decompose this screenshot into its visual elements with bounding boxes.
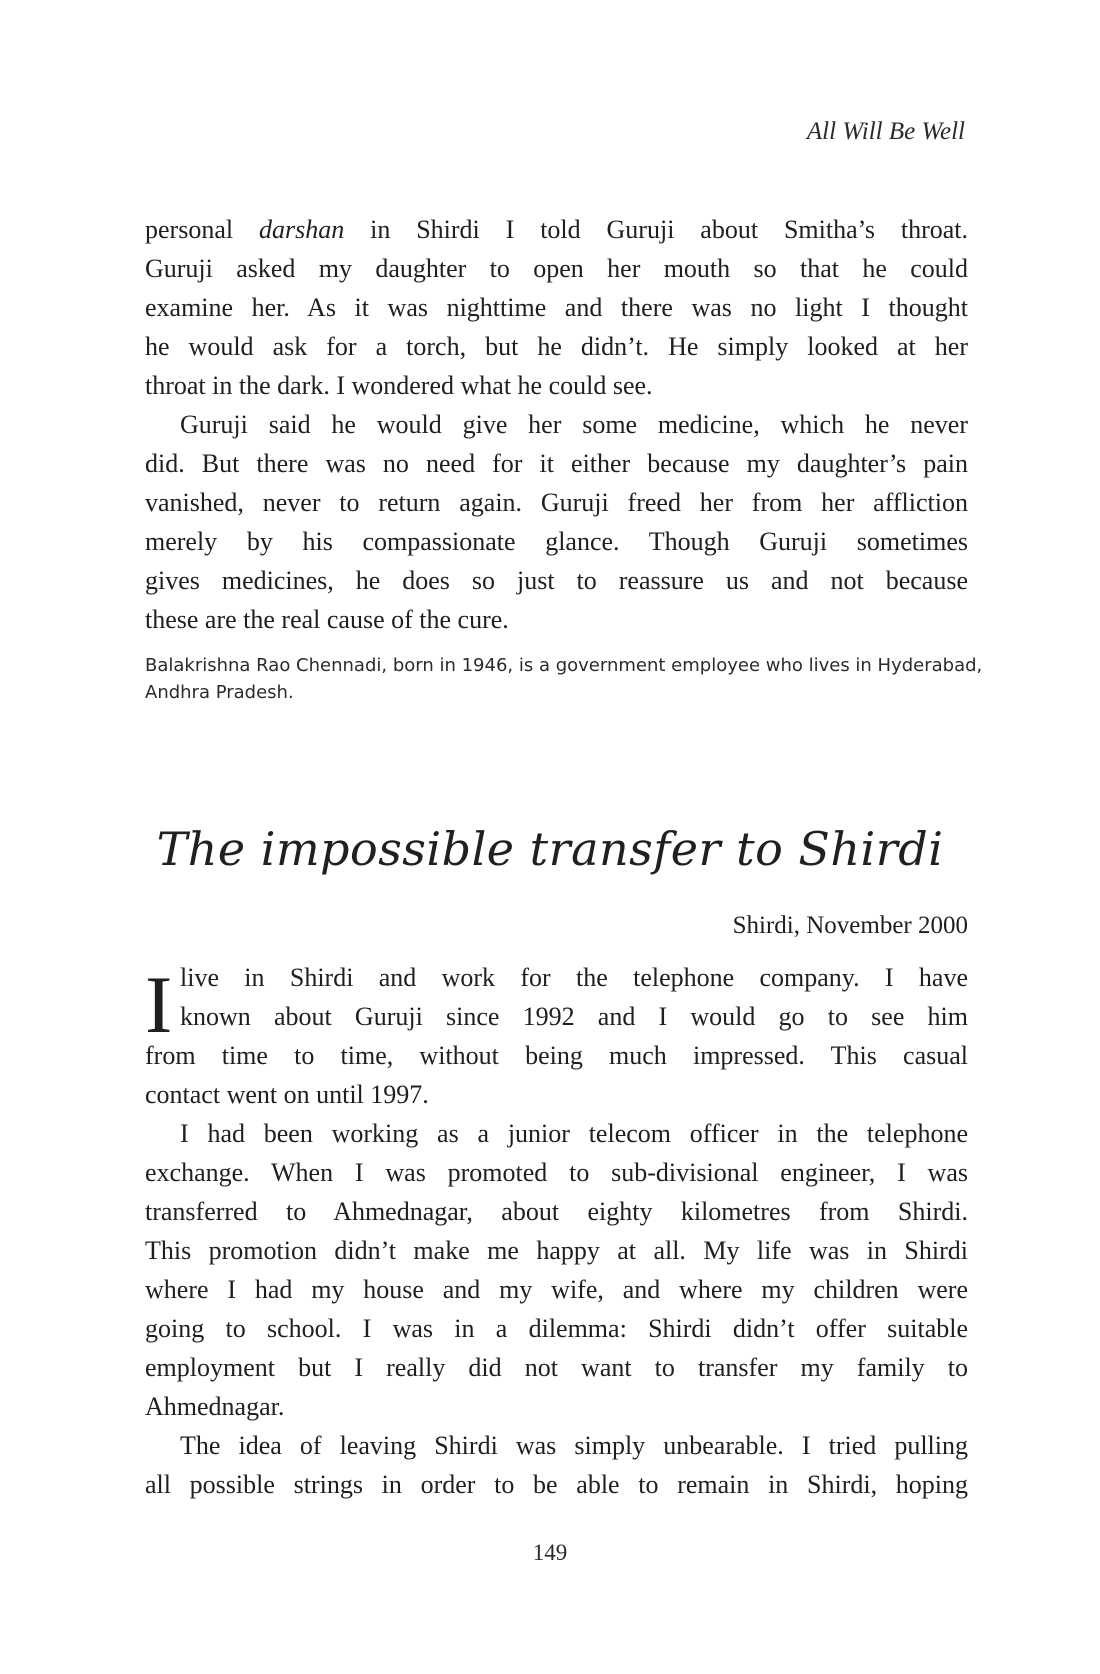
chapter-title: The impossible transfer to Shirdi bbox=[156, 822, 944, 876]
paragraph-line: I had been working as a junior telecom officer in the telephone bbox=[180, 1119, 968, 1148]
paragraph-line: The idea of leaving Shirdi was simply unbearable. I tried pulling bbox=[180, 1431, 968, 1460]
paragraph-darshan bbox=[145, 210, 968, 405]
paragraph-line: contact went on until 1997. bbox=[145, 1080, 429, 1109]
paragraph-line: transferred to Ahmednagar, about eighty kilometres from Shirdi. bbox=[145, 1197, 968, 1226]
paragraph-line: This promotion didn’t make me happy at all. My life was in Shirdi bbox=[145, 1236, 968, 1265]
paragraph-line: from time to time, without being much impressed. This casual bbox=[145, 1041, 968, 1070]
page-number: 149 bbox=[532, 1540, 568, 1565]
paragraph-line: gives medicines, he does so just to reassure us and not because bbox=[145, 566, 968, 595]
paragraph-line: examine her. As it was nighttime and there was no light I thought bbox=[145, 293, 968, 322]
paragraph-line: he would ask for a torch, but he didn’t. He simply looked at her bbox=[145, 332, 968, 361]
drop-cap: I bbox=[145, 959, 173, 1050]
paragraph-line: known about Guruji since 1992 and I would go to see him bbox=[180, 1002, 968, 1031]
bio-line: Balakrishna Rao Chennadi, born in 1946, is a government employee who lives in Hyderabad, bbox=[145, 655, 983, 676]
paragraph-line: where I had my house and my wife, and where my children were bbox=[145, 1275, 968, 1304]
paragraph-medicine bbox=[145, 405, 968, 639]
italic-term: darshan bbox=[258, 215, 345, 244]
paragraph-line: these are the real cause of the cure. bbox=[145, 605, 509, 634]
paragraph-line: going to school. I was in a dilemma: Shirdi didn’t offer suitable bbox=[145, 1314, 968, 1343]
paragraph-line: Guruji asked my daughter to open her mouth so that he could bbox=[145, 254, 968, 283]
paragraph-dropcap-lines bbox=[180, 958, 968, 1036]
paragraph-line: exchange. When I was promoted to sub-divisional engineer, I was bbox=[145, 1158, 968, 1187]
paragraph-line: throat in the dark. I wondered what he could see. bbox=[145, 371, 653, 400]
paragraph-leaving-shirdi bbox=[145, 1426, 968, 1504]
paragraph-line: all possible strings in order to be able to remain in Shirdi, hoping bbox=[145, 1470, 968, 1499]
paragraph-line: employment but I really did not want to transfer my family to bbox=[145, 1353, 968, 1382]
paragraph-line: Ahmednagar. bbox=[145, 1392, 285, 1421]
paragraph-line: merely by his compassionate glance. Though Guruji sometimes bbox=[145, 527, 968, 556]
author-bio-note bbox=[145, 652, 983, 706]
paragraph-line: did. But there was no need for it either because my daughter’s pain bbox=[145, 449, 968, 478]
paragraph-line: live in Shirdi and work for the telephone company. I have bbox=[180, 963, 968, 992]
paragraph-line: Guruji said he would give her some medicine, which he never bbox=[180, 410, 968, 439]
paragraph-line: personal darshan in Shirdi I told Guruji about Smitha’s throat. bbox=[145, 215, 968, 244]
bio-line: Andhra Pradesh. bbox=[145, 682, 294, 703]
paragraph-line: vanished, never to return again. Guruji freed her from her affliction bbox=[145, 488, 968, 517]
paragraph-intro-continued bbox=[145, 1036, 968, 1114]
paragraph-promotion bbox=[145, 1114, 968, 1426]
running-header: All Will Be Well bbox=[806, 118, 965, 145]
chapter-dateline: Shirdi, November 2000 bbox=[732, 912, 968, 939]
